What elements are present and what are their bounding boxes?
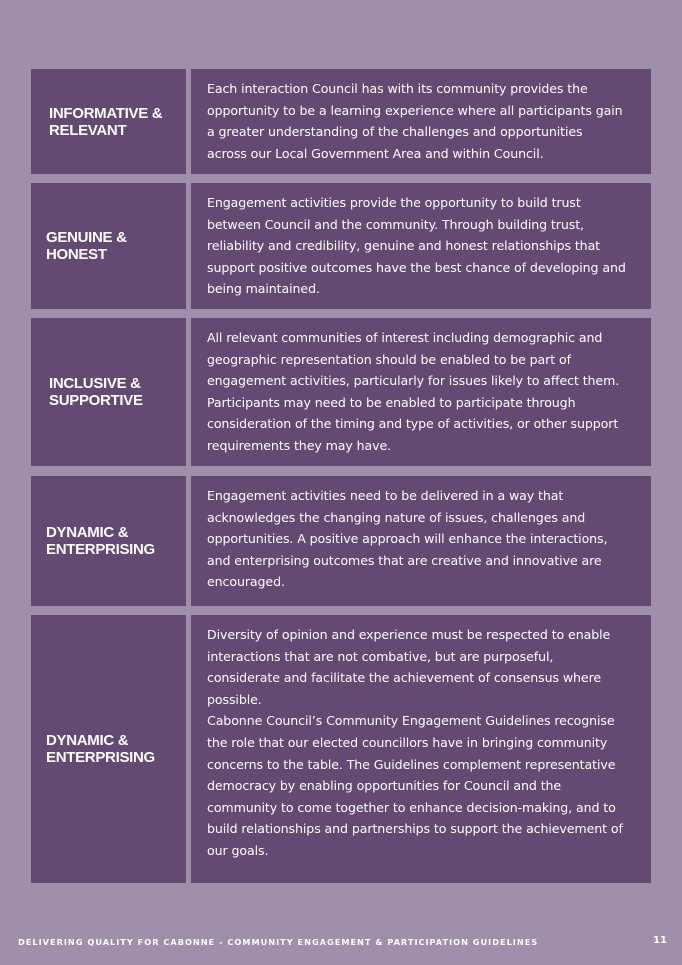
principle-description: All relevant communities of interest including demographic and geographic representation should be enabled to be part of engagement activities, particularly for issues likely to affect them. Participants may need to be enabled to participate through consideration of the timing and type of activities, or other support requirements they may have. xyxy=(207,330,620,453)
principle-description: Diversity of opinion and experience must be respected to enable interactions that are not combative, but are purposeful, considerate and facilitate the achievement of consensus where possible. Cabonne Council’s Community Engagement Guidelines recognise the role that our elected councillors have in bringing community concerns to the table. The Guidelines complement representative democracy by enabling opportunities for Council and the community to come together to enhance decision-making, and to build relationships and partnerships to support the achievement of our goals. xyxy=(207,627,623,858)
principle-description-cell xyxy=(191,318,651,466)
principle-description: Each interaction Council has with its community provides the opportunity to be a learning experience where all participants gain a greater understanding of the challenges and opportunities across our Local Government Area and within Council. xyxy=(207,81,623,161)
principle-label: DYNAMIC & ENTERPRISING xyxy=(46,732,155,766)
principle-row-inclusive xyxy=(31,318,651,466)
principle-label-cell xyxy=(31,615,186,883)
principle-description-cell xyxy=(191,183,651,309)
footer-title: DELIVERING QUALITY FOR CABONNE - COMMUNITY ENGAGEMENT & PARTICIPATION GUIDELINES xyxy=(18,937,539,947)
principle-row-genuine xyxy=(31,183,651,309)
principle-description-cell xyxy=(191,69,651,174)
principle-label-cell xyxy=(31,183,186,309)
principle-label-cell xyxy=(31,476,186,606)
principle-description-cell xyxy=(191,476,651,606)
principle-label-cell xyxy=(31,69,186,174)
principle-label: GENUINE & HONEST xyxy=(46,229,127,263)
principle-description: Engagement activities provide the opportunity to build trust between Council and the community. Through building trust, reliability and credibility, genuine and honest relationships that support positive outcomes have the best chance of developing and being maintained. xyxy=(207,195,626,297)
principle-row-informative xyxy=(31,69,651,174)
principle-description: Engagement activities need to be delivered in a way that acknowledges the changing nature of issues, challenges and opportunities. A positive approach will enhance the interactions, and enterprising outcomes that are creative and innovative are encouraged. xyxy=(207,488,608,590)
principle-label: INCLUSIVE & SUPPORTIVE xyxy=(49,375,143,409)
page-number: 11 xyxy=(653,935,667,946)
principle-row-dynamic xyxy=(31,476,651,606)
principle-description-cell xyxy=(191,615,651,883)
principle-label-cell xyxy=(31,318,186,466)
principle-row-dynamic-2 xyxy=(31,615,651,883)
principle-label: INFORMATIVE & RELEVANT xyxy=(49,104,163,139)
principle-label: DYNAMIC & ENTERPRISING xyxy=(46,524,155,558)
